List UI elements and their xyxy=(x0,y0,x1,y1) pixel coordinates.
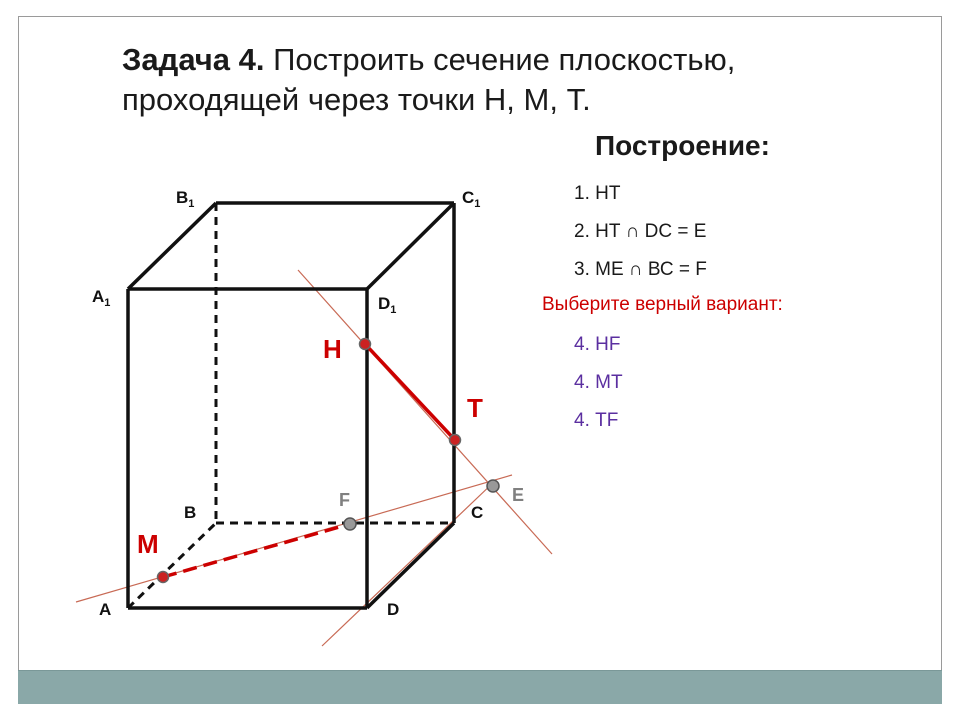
task-text-line1: Построить сечение плоскостью, xyxy=(264,42,736,77)
option-hf[interactable]: 4. НF xyxy=(574,334,621,355)
point-label-t: Т xyxy=(467,393,483,423)
construction-step-3: 3. МЕ ∩ ВС = F xyxy=(574,259,707,280)
construction-step-1: 1. НТ xyxy=(574,183,621,204)
task-number: Задача 4. xyxy=(122,42,265,77)
point-e xyxy=(487,480,499,492)
point-t xyxy=(450,435,461,446)
edge-d1c1 xyxy=(367,203,454,289)
point-label-m: М xyxy=(137,529,159,559)
point-m xyxy=(158,572,169,583)
section-line-ht xyxy=(365,344,455,440)
construction-heading: Построение: xyxy=(595,130,770,161)
edge-a1b1 xyxy=(128,203,216,289)
vertex-label-b: B xyxy=(184,503,197,522)
option-tf[interactable]: 4. ТF xyxy=(574,410,619,431)
point-label-e: E xyxy=(512,485,525,505)
choose-variant-prompt: Выберите верный вариант: xyxy=(542,294,783,315)
vertex-label-a: A xyxy=(99,600,112,619)
vertex-label-b1: $B_1$ xyxy=(176,188,195,210)
point-f xyxy=(344,518,356,530)
vertex-label-a1: $A_1$ xyxy=(92,287,111,309)
vertex-label-c1: $C_1$ xyxy=(462,188,481,210)
point-label-f: F xyxy=(339,490,350,510)
point-h xyxy=(360,339,371,350)
section-line-mf xyxy=(163,524,350,577)
edge-dc xyxy=(367,523,454,608)
vertex-label-d1: $D_1$ xyxy=(378,294,397,316)
vertex-label-c: C xyxy=(471,503,484,522)
vertex-label-d: D xyxy=(387,600,400,619)
task-text-line2: проходящей через точки Н, М, Т. xyxy=(122,82,591,117)
option-mt[interactable]: 4. МТ xyxy=(574,372,623,393)
footer-bar xyxy=(18,670,942,704)
point-label-h: Н xyxy=(323,334,342,364)
line-ht-extended xyxy=(298,270,552,554)
construction-step-2: 2. НТ ∩ DC = E xyxy=(574,221,707,242)
